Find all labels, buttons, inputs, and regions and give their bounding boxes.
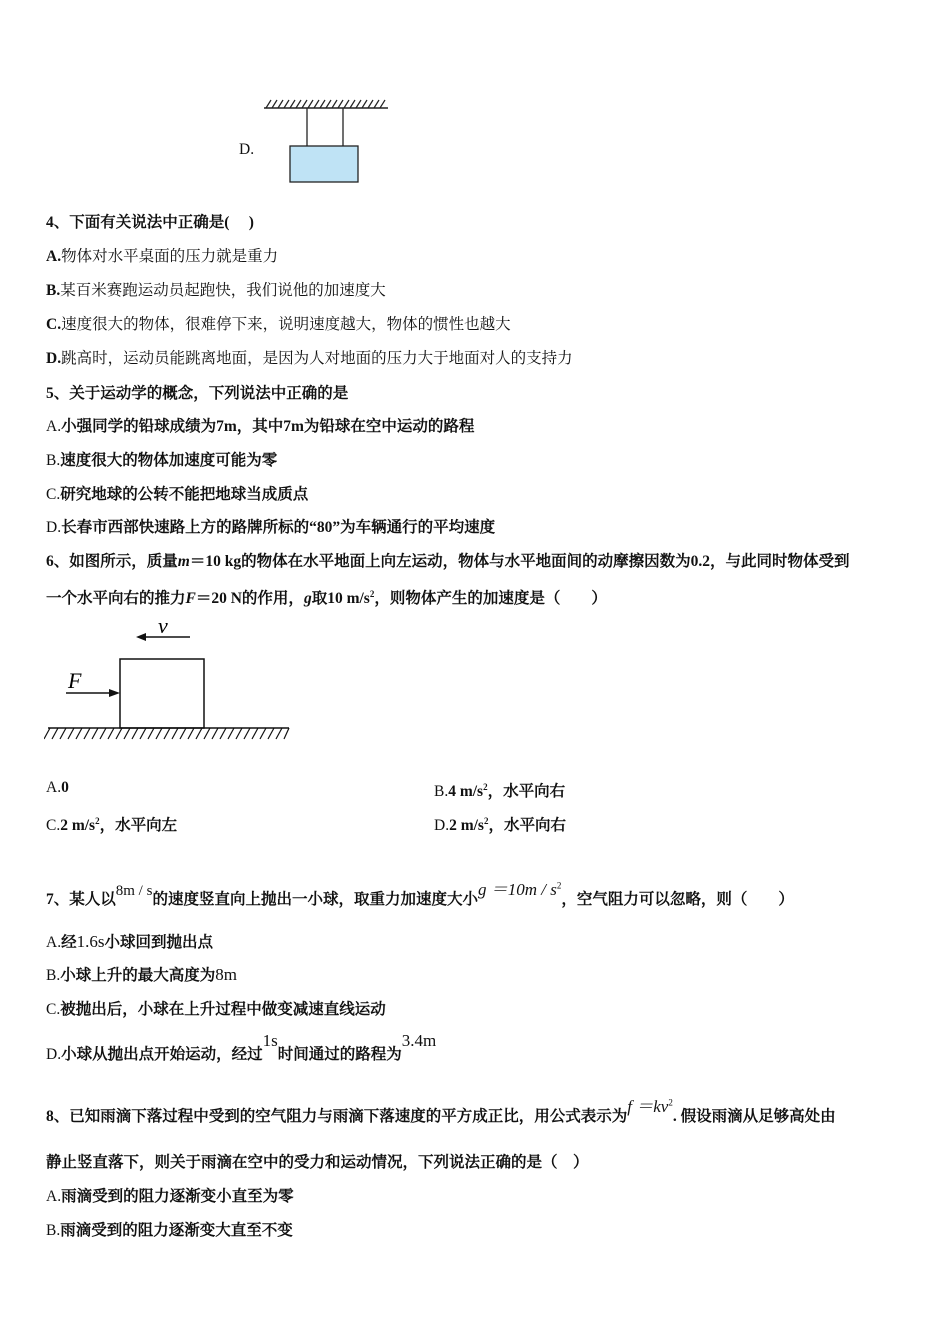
option-text: 小球从抛出点开始运动，经过 xyxy=(61,1046,263,1063)
gravity-symbol: g xyxy=(303,590,312,607)
option-text: 研究地球的公转不能把地球当成质点 xyxy=(60,486,309,503)
text-run: 7、某人以 xyxy=(46,891,116,908)
option-text: 跳高时，运动员能跳离地面，是因为人对地面的压力大于地面对人的支持力 xyxy=(61,350,573,367)
q4-option-a xyxy=(46,244,278,266)
q6-option-a xyxy=(46,779,69,797)
superscript: 2 xyxy=(483,815,489,826)
option-text: 被抛出后，小球在上升过程中做变减速直线运动 xyxy=(60,1001,386,1018)
option-text: 0 xyxy=(61,779,69,796)
hanging-block-figure xyxy=(258,96,394,188)
option-letter: A. xyxy=(46,248,62,265)
q7-option-d xyxy=(46,1031,437,1064)
q5-option-a xyxy=(46,414,474,436)
question-8-line-2: 静止竖直落下，则关于雨滴在空中的受力和运动情况，下列说法正确的是（ ） xyxy=(46,1154,589,1171)
text-run: 8、已知雨滴下落过程中受到的空气阻力与雨滴下落速度的平方成正比，用公式表示为 xyxy=(46,1108,628,1125)
superscript: 2 xyxy=(483,781,488,792)
option-text: 长春市西部快速路上方的路牌所标的“80”为车辆通行的平均速度 xyxy=(61,519,496,536)
q5-option-d xyxy=(46,515,495,537)
option-letter: B. xyxy=(434,783,449,800)
option-math: 8m xyxy=(215,965,237,984)
force-symbol: F xyxy=(185,590,196,607)
q5-option-b xyxy=(46,448,277,470)
question-6-line-1 xyxy=(46,549,849,571)
text-run: 的速度竖直向上抛出一小球，取重力加速度大小 xyxy=(152,891,478,908)
velocity-arrowhead xyxy=(136,633,146,641)
text-run: 一个水平向右的推力 xyxy=(46,590,186,607)
text-run: ，空气阻力可以忽略，则（ ） xyxy=(561,891,794,908)
option-text: 雨滴受到的阻力逐渐变小直至为零 xyxy=(61,1188,294,1205)
option-letter: B. xyxy=(46,282,61,299)
question-4-stem: 4、下面有关说法中正确是( ) xyxy=(46,214,254,231)
option-text: 小强同学的铅球成绩为7m，其中7m为铅球在空中运动的路程 xyxy=(61,418,475,435)
superscript: 2 xyxy=(369,588,375,599)
text-run: . 假设雨滴从足够高处由 xyxy=(672,1108,836,1125)
option-letter: B. xyxy=(46,1222,61,1239)
option-letter: D. xyxy=(46,519,62,536)
q5-option-c xyxy=(46,482,308,504)
option-letter: A. xyxy=(46,1188,62,1205)
option-letter: D. xyxy=(46,1046,62,1063)
velocity-label: v xyxy=(158,613,168,638)
option-text: 小球回到抛出点 xyxy=(104,934,213,951)
option-text-tail: ，水平向右 xyxy=(488,817,566,834)
option-text: 某百米赛跑运动员起跑快，我们说他的加速度大 xyxy=(60,282,386,299)
option-text: 速度很大的物体加速度可能为零 xyxy=(60,452,278,469)
figure-d-label: D. xyxy=(239,141,255,158)
q7-option-c xyxy=(46,997,386,1019)
speed-formula: 8m / s xyxy=(115,883,153,899)
text-run: ，则物体产生的加速度是（ ） xyxy=(374,590,607,607)
force-arrowhead xyxy=(109,689,120,697)
option-letter: C. xyxy=(46,316,62,333)
option-letter: D. xyxy=(46,350,62,367)
option-letter: B. xyxy=(46,967,61,984)
option-text: 2 m/s xyxy=(60,817,96,834)
option-letter: A. xyxy=(46,779,62,796)
q7-option-b xyxy=(46,963,237,985)
mass-symbol: m xyxy=(177,553,190,570)
option-text-tail: ，水平向右 xyxy=(487,783,566,800)
text-run: ＝20 N的作用， xyxy=(195,590,304,607)
q4-option-b xyxy=(46,278,386,300)
q8-option-b xyxy=(46,1218,293,1240)
option-text: 速度很大的物体，很难停下来，说明速度越大，物体的惯性也越大 xyxy=(61,316,511,333)
q6-option-b xyxy=(434,779,565,801)
option-text: 4 m/s xyxy=(448,783,484,800)
option-text: 经 xyxy=(61,934,77,951)
question-7-stem xyxy=(46,880,794,909)
gravity-formula: g ＝10m / s xyxy=(477,880,557,899)
question-8-line-1 xyxy=(46,1097,836,1126)
option-text: 小球上升的最大高度为 xyxy=(60,967,216,984)
q4-option-d xyxy=(46,346,573,368)
option-text: 2 m/s xyxy=(449,817,484,834)
option-math: 3.4m xyxy=(401,1031,437,1050)
ground-hatching xyxy=(44,728,289,739)
superscript: 2 xyxy=(95,815,100,826)
option-text-tail: ，水平向左 xyxy=(99,817,178,834)
option-letter: B. xyxy=(46,452,61,469)
text-run: 6、如图所示，质量 xyxy=(46,553,178,570)
drag-formula: f ＝kv xyxy=(627,1097,669,1116)
option-letter: C. xyxy=(46,1001,61,1018)
superscript: 2 xyxy=(556,880,562,891)
option-math: 1.6s xyxy=(76,932,105,951)
text-run: 取10 m/s xyxy=(311,590,370,607)
q4-option-c xyxy=(46,312,511,334)
option-letter: C. xyxy=(46,817,61,834)
option-text: 物体对水平桌面的压力就是重力 xyxy=(61,248,279,265)
block xyxy=(120,659,204,728)
q6-option-d xyxy=(434,813,566,835)
q7-option-a xyxy=(46,930,213,952)
option-letter: D. xyxy=(434,817,450,834)
superscript: 2 xyxy=(668,1097,673,1108)
q8-option-a xyxy=(46,1184,294,1206)
text-run: ＝10 kg的物体在水平地面上向左运动，物体与水平地面间的动摩擦因数为0.2，与此同时物体受到 xyxy=(189,553,850,570)
option-letter: A. xyxy=(46,418,62,435)
force-label: F xyxy=(68,668,82,693)
option-math: 1s xyxy=(262,1031,278,1050)
option-letter: C. xyxy=(46,486,61,503)
option-letter: A. xyxy=(46,934,62,951)
option-text: 雨滴受到的阻力逐渐变大直至不变 xyxy=(60,1222,293,1239)
force-block-figure xyxy=(44,612,294,744)
question-6-line-2 xyxy=(46,586,607,608)
q6-option-c xyxy=(46,813,177,835)
question-5-stem: 5、关于运动学的概念，下列说法中正确的是 xyxy=(46,385,349,402)
option-text: 时间通过的路程为 xyxy=(277,1046,402,1063)
